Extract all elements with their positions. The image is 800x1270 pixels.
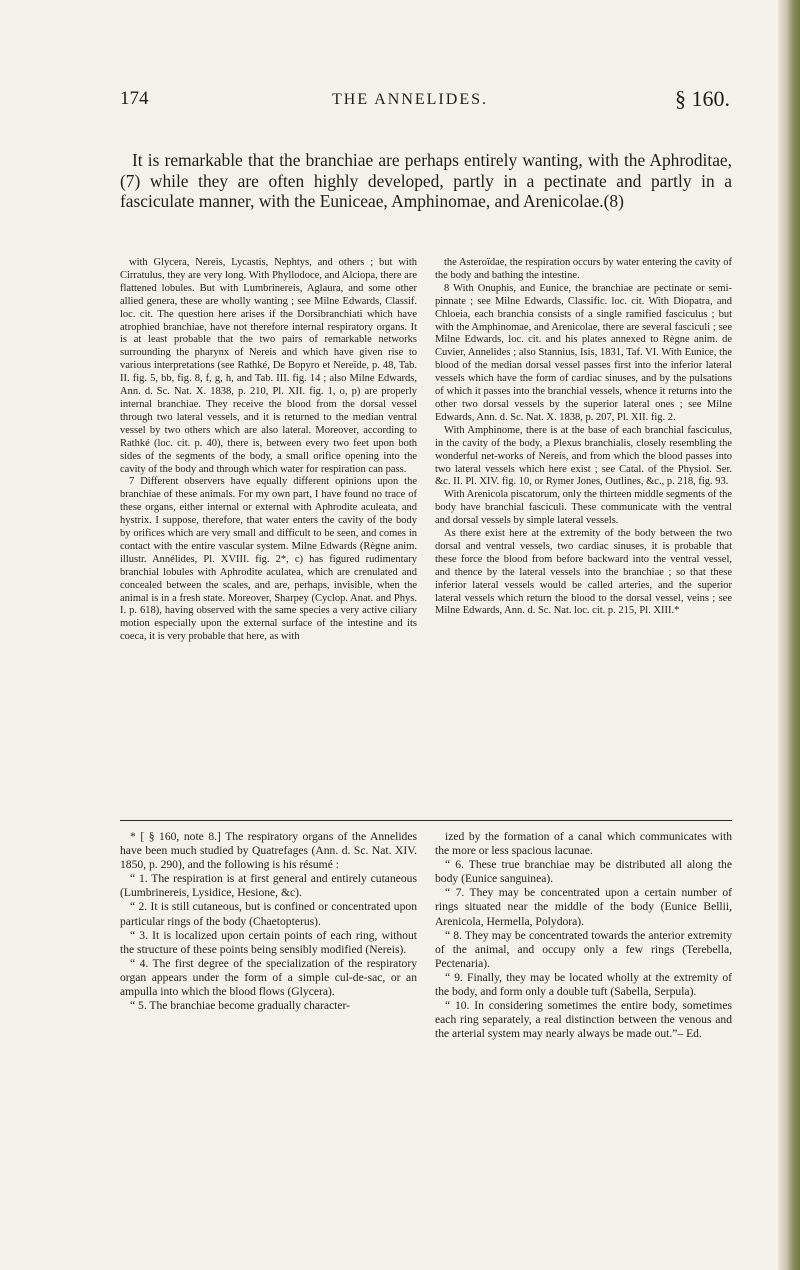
lead-paragraph-block (120, 150, 732, 212)
editor-note-paragraph: “ 8. They may be concentrated towards the anterior extremity of the animal, and occupy only a few rings (Terebella, Pectenaria). (435, 928, 732, 970)
editor-note-right-column (435, 830, 732, 1041)
page-spine-edge (778, 0, 800, 1270)
footnote-paragraph: the Asteroïdae, the respiration occurs by water entering the cavity of the body and bathing the intestine. (435, 257, 732, 281)
editor-note-paragraph: * [ § 160, note 8.] The respiratory organs of the Annelides have been much studied by Quatrefages (Ann. d. Sc. Nat. XIV. 1850, p. 290), and the following is his résumé : (120, 830, 417, 872)
editor-note-paragraph: “ 4. The first degree of the specialization of the respiratory organ appears under the form of a simple cul-de-sac, or an ampulla into which the blood flows (Glycera). (120, 956, 417, 999)
editor-note-paragraph: “ 6. These true branchiae may be distributed all along the body (Eunice sanguinea). (435, 858, 732, 886)
editor-note-paragraph: ized by the formation of a canal which communicates with the more or less spacious lacunae. (435, 830, 732, 858)
running-title: THE ANNELIDES. (332, 91, 488, 108)
page-number: 174 (120, 88, 149, 109)
lead-paragraph: It is remarkable that the branchiae are perhaps entirely wanting, with the Aphroditae,(7) while they are often highly developed, partly in a pectinate and partly in a fasciculate manner, with the Euniceae, Amphinomae, and Arenicolae.(8) (120, 150, 732, 211)
editor-note-paragraph: “ 10. In considering sometimes the entire body, sometimes each ring separately, a real distinction between the venous and the arterial system may nearly always be made out.”– Ed. (435, 999, 732, 1041)
section-number: § 160. (675, 86, 730, 111)
footnotes-left-column (120, 257, 417, 644)
footnote-paragraph: With Arenicola piscatorum, only the thirteen middle segments of the body have branchial fasciculi. These communicate with the ventral and dorsal vessels by simple lateral vessels. (435, 489, 732, 527)
footnote-paragraph: With Amphinome, there is at the base of each branchial fasciculus, in the cavity of the body, a Plexus branchialis, closely resembling the wonderful net-works of Nereis, and from which the blood passes into two lateral vessels which here exist ; see Catal. of the Physiol. Ser. &c. II. Pl. XIV. fig. 10, or Rymer Jones, Outlines, &c., p. 218, fig. 93. (435, 424, 732, 488)
editor-note-paragraph: “ 7. They may be concentrated upon a certain number of rings situated near the middle of the body (Eunice Bellii, Arenicola, Hermella, Polydora). (435, 886, 732, 928)
footnote-paragraph: 7 Different observers have equally different opinions upon the branchiae of these animals. For my own part, I have found no trace of these organs, either internal or external with Aphrodite aculeata, and hystrix. I suppose, therefore, that water enters the cavity of the body by orifices which are very small and difficult to be seen, and comes in contact with the entire vascular system. Milne Edwards (Règne anim. illustr. Annélides, Pl. XVIII. fig. 2*, c) has figured rudimentary branchial lobules with Aphrodite aculatea, which are crenulated and concealed between the scales, and are, perhaps, invisible, when the animal is in a fresh state. Moreover, Sharpey (Cyclop. Anat. and Phys. I. p. 618), having observed with the same species a very active ciliary motion especially upon the external surface of the intestine and its coeca, it is very probable that here, as with (120, 476, 417, 643)
footnotes-right-column (435, 257, 732, 618)
editor-note-paragraph: “ 2. It is still cutaneous, but is confined or concentrated upon particular rings of the body (Chaetopterus). (120, 900, 417, 928)
footnote-paragraph: 8 With Onuphis, and Eunice, the branchiae are pectinate or semi-pinnate ; see Milne Edwards, Classific. loc. cit. With Diopatra, and Chloeia, each branchia consists of a single ramified fasciculus ; but with the Amphinomae, and Arenicolae, there are several fasciculi ; see Milne Edwards, loc. cit. and his plates annexed to Règne anim. de Cuvier, Annelides ; also Stannius, Isis, 1831, Taf. VI. With Eunice, the blood of the median dorsal vessel passes first into the inferior lateral vessels which have the form of cardiac sinuses, and by the pulsations of which it passes into the branchial vessels, whence it returns into the other two dorsal vessels by the superior lateral ones ; see Milne Edwards, Ann. d. Sc. Nat. X. 1838, p. 207, Pl. XII. fig. 2. (435, 282, 732, 423)
editor-note-paragraph: “ 3. It is localized upon certain points of each ring, without the structure of these points being sensibly modified (Nereis). (120, 928, 417, 956)
editor-note-paragraph: “ 5. The branchiae become gradually character- (130, 999, 351, 1013)
footnote-paragraph: with Glycera, Nereis, Lycastis, Nephtys, and others ; but with Cirratulus, they are very long. With Phyllodoce, and Alciopa, there are flattened lobules. But with Lumbrinereis, Aglaura, and some other allied genera, these are wholly wanting ; see Milne Edwards, Classif. loc. cit. The question here arises if the Dorsibranchiati which have atrophied branchiae, have not therefore internal respiratory organs. It is at least probable that the two pairs of remarkable networks surrounding the pharynx of Nereis and which have given rise to various interpretations (see Rathké, De Bopyro et Nereïde, p. 48, Tab. II. fig. 5, bb, fig. 8, f, g, h, and Tab. III. fig. 14 ; also Milne Edwards, Ann. d. Sc. Nat. X. 1838, p. 210, Pl. XII. fig. 1, o, p) are properly internal branchiae. They receive the blood from the dorsal vessel through two lateral vessels, and it is returned to the median ventral vessel by two others which are also lateral. Moreover, according to Rathké (loc. cit. p. 40), there is, between every two feet upon both sides of the segments of the body, a small orifice opening into the cavity of the body and through which water for respiration can pass. (120, 257, 417, 475)
editor-note-left-column (120, 830, 417, 1013)
editor-note-paragraph: “ 9. Finally, they may be located wholly at the extremity of the body, and form only a double tuft (Sabella, Serpula). (435, 970, 732, 999)
running-header (120, 88, 730, 114)
separator-rule (120, 820, 732, 821)
footnote-paragraph: As there exist here at the extremity of the body between the two dorsal and ventral vessels, two cardiac sinuses, it is probable that these force the blood from before backward into the ventral vessel, and thence by the lateral vessels into the branchiae ; so that these inferior lateral vessels would be called arteries, and the superior lateral vessels which return the blood to the dorsal vessel, veins ; see Milne Edwards, Ann. d. Sc. Nat. loc. cit. p. 215, Pl. XIII.* (435, 528, 732, 617)
editor-note-paragraph: “ 1. The respiration is at first general and entirely cutaneous (Lumbrinereis, Lysidice, Hesione, &c). (120, 872, 417, 900)
